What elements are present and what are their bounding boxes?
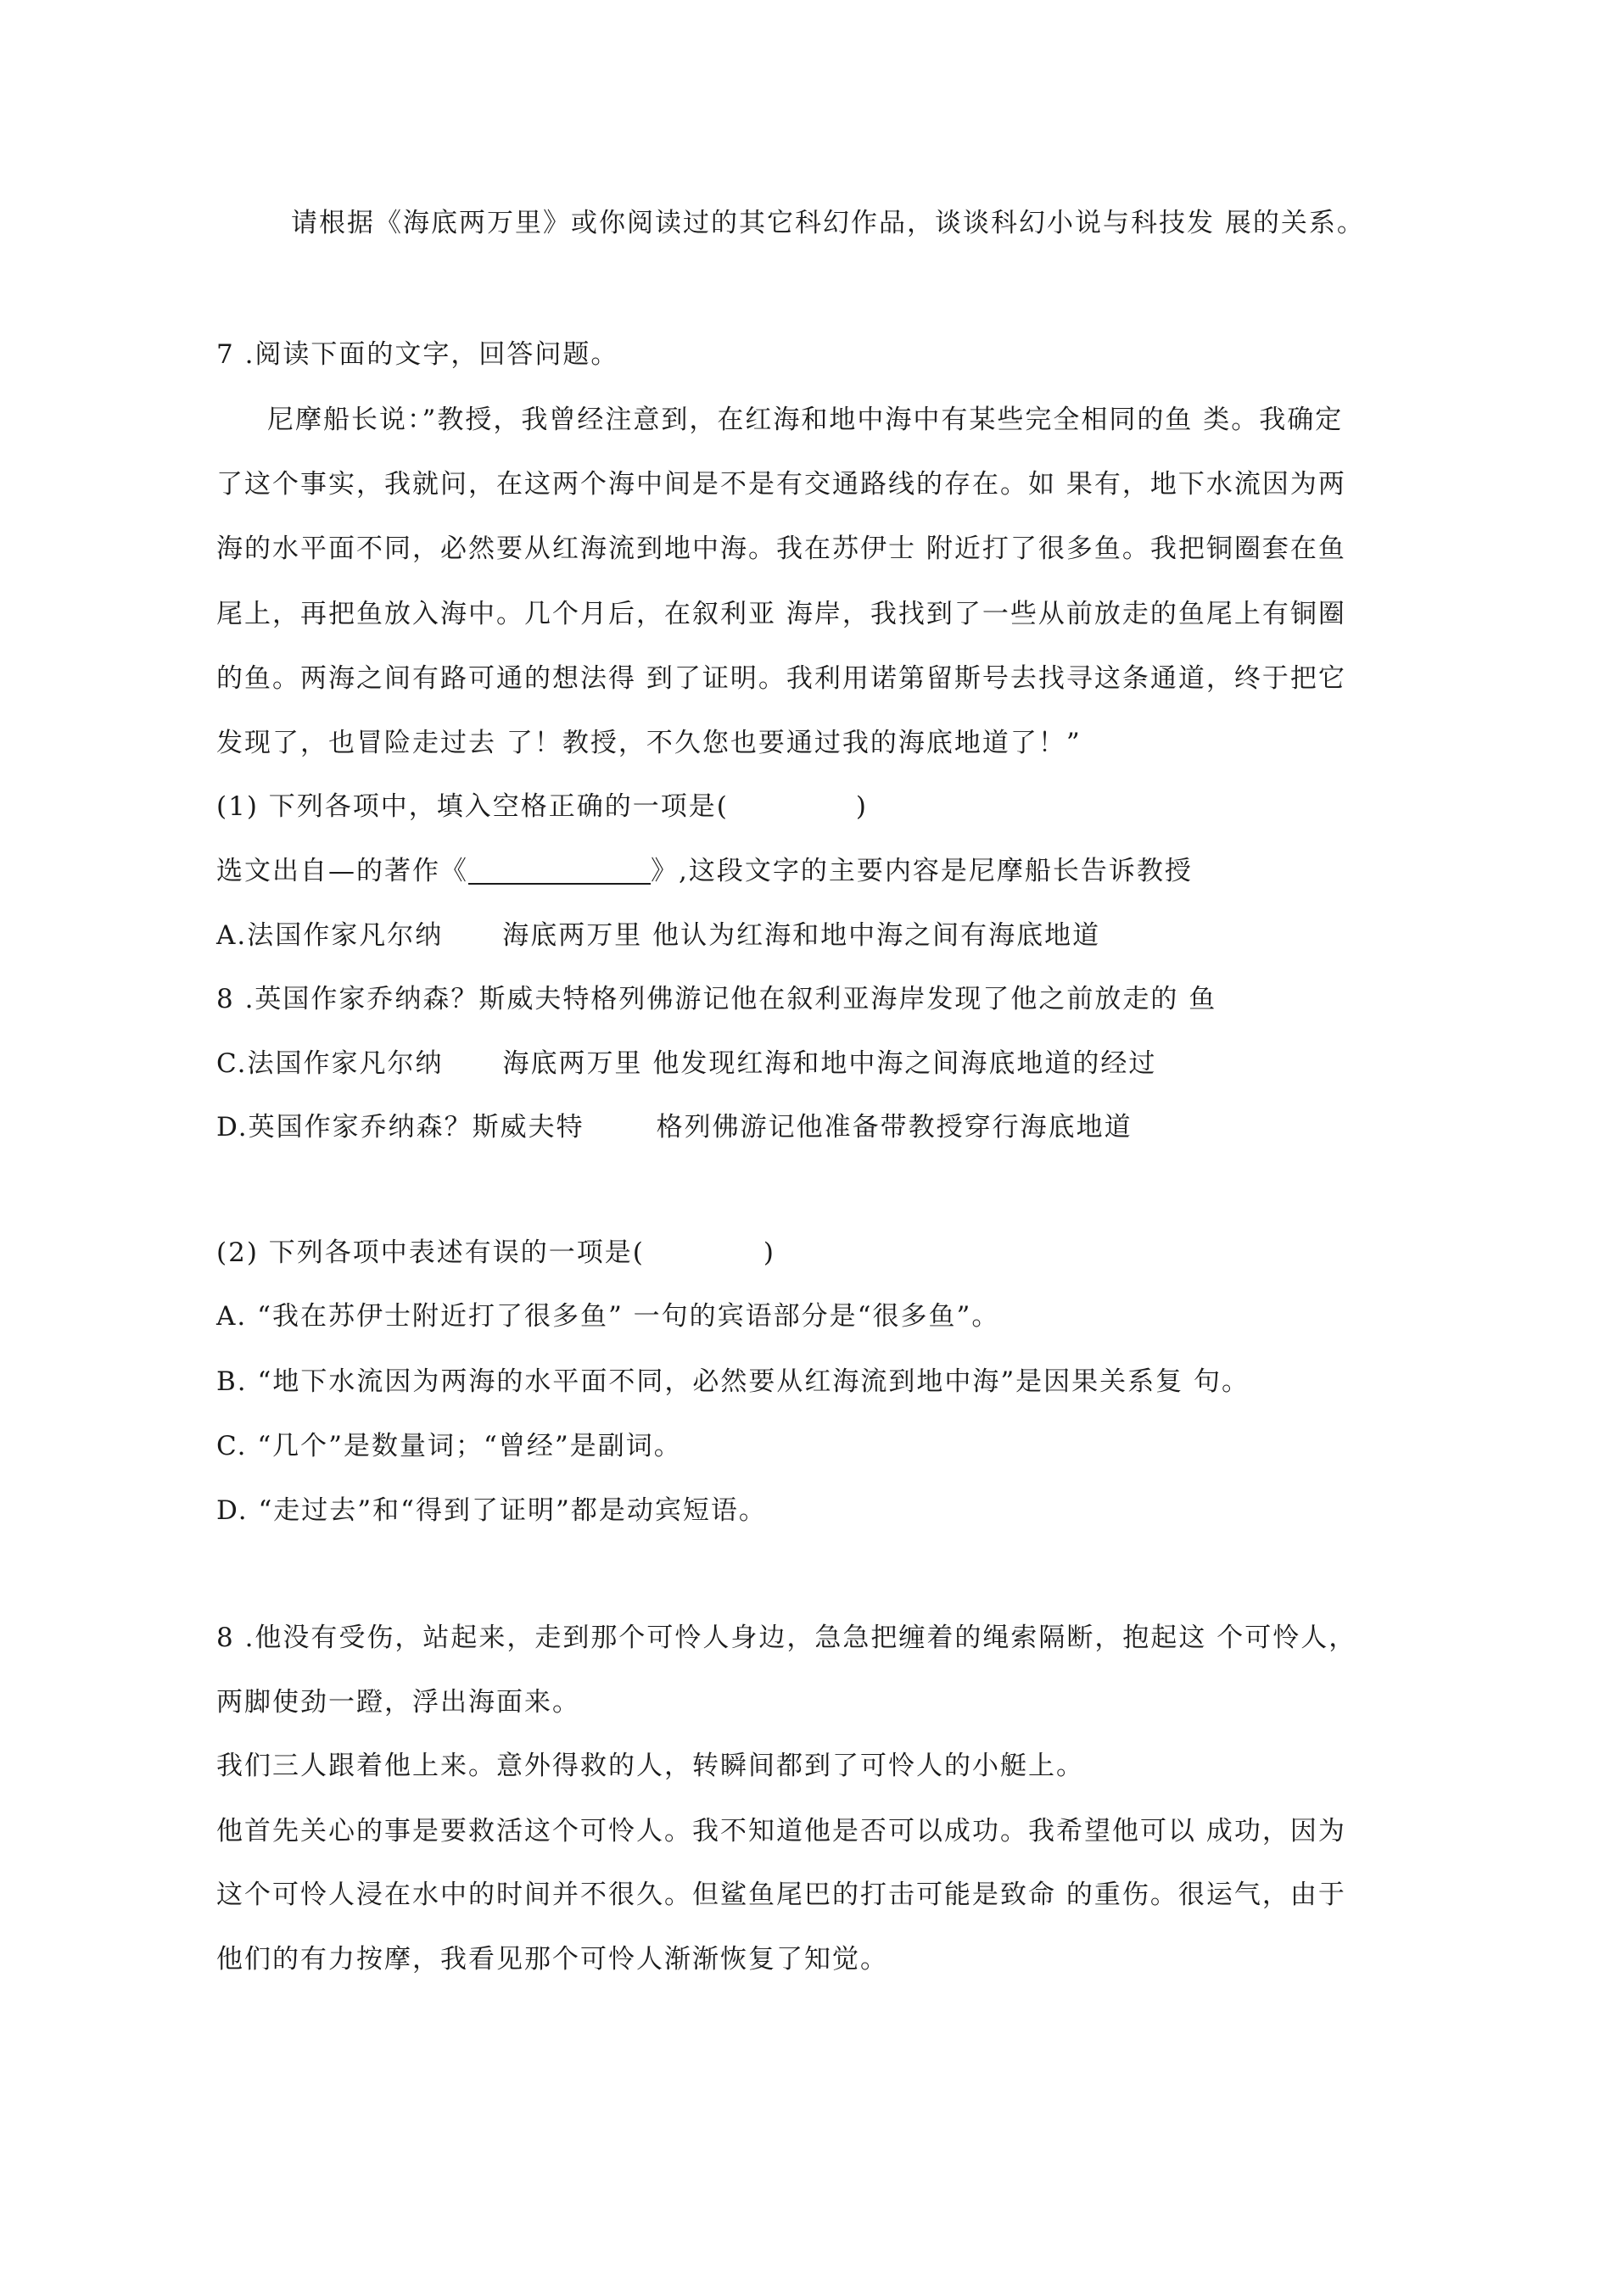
q7-sub1-prompt-right: ) — [855, 791, 868, 822]
q7-passage-line-2: 了这个事实，我就问，在这两个海中间是不是有交通路线的存在。如 果有，地下水流因为两 — [216, 469, 1346, 500]
option-c-author: C.法国作家凡尔纳 — [216, 1048, 444, 1079]
q7-sub1-option-b[interactable] — [216, 982, 1216, 1016]
q7-passage-line-4: 尾上，再把鱼放入海中。几个月后，在叙利亚 海岸，我找到了一些从前放走的鱼尾上有铜圈 — [216, 599, 1346, 629]
q7-sub2-option-a[interactable]: A. “我在苏伊士附近打了很多鱼” 一句的宾语部分是“很多鱼”。 — [216, 1301, 1000, 1332]
option-a-author: A.法国作家凡尔纳 — [216, 920, 444, 951]
q7-sub1-option-c[interactable] — [216, 1047, 1156, 1081]
q8-line-6: 他们的有力按摩，我看见那个可怜人渐渐恢复了知觉。 — [216, 1944, 888, 1975]
option-d-author: D.英国作家乔纳森？斯威夫特 — [216, 1112, 584, 1142]
q7-title: 7 .阅读下面的文字，回答问题。 — [216, 339, 619, 370]
q7-sub2-option-d[interactable]: D. “走过去”和“得到了证明”都是动宾短语。 — [216, 1495, 767, 1526]
q7-sub1-stem — [216, 854, 1193, 888]
option-d-content: 格列佛游记他准备带教授穿行海底地道 — [656, 1112, 1133, 1142]
answer-blank[interactable] — [468, 854, 651, 885]
q7-sub2-option-b[interactable]: B. “地下水流因为两海的水平面不同，必然要从红海流到地中海”是因果关系复 句。 — [216, 1366, 1250, 1397]
q8-line-4: 他首先关心的事是要救活这个可怜人。我不知道他是否可以成功。我希望他可以 成功，因为 — [216, 1816, 1346, 1846]
q7-sub1-stem-right: 》,这段文字的主要内容是尼摩船长告诉教授 — [651, 856, 1193, 886]
q8-line-2: 两脚使劲一蹬，浮出海面来。 — [216, 1687, 580, 1718]
q7-passage-line-5: 的鱼。两海之间有路可通的想法得 到了证明。我利用诺第留斯号去找寻这条通道，终于把它 — [216, 663, 1346, 694]
q7-sub1-prompt-left: (1) 下列各项中，填入空格正确的一项是( — [216, 791, 729, 822]
q7-sub1-stem-left: 选文出自—的著作《 — [216, 856, 468, 886]
q7-passage-line-1: 尼摩船长说：”教授，我曾经注意到，在红海和地中海中有某些完全相同的鱼 类。我确定 — [267, 405, 1344, 435]
q7-sub1-prompt — [216, 790, 868, 824]
q7-passage-line-3: 海的水平面不同，必然要从红海流到地中海。我在苏伊士 附近打了很多鱼。我把铜圈套在鱼 — [216, 533, 1346, 564]
q7-passage-line-6: 发现了，也冒险走过去 了！教授，不久您也要通过我的海底地道了！” — [216, 728, 1082, 758]
option-a-content: 海底两万里 他认为红海和地中海之间有海底地道 — [502, 920, 1101, 951]
option-c-content: 海底两万里 他发现红海和地中海之间海底地道的经过 — [502, 1048, 1157, 1079]
option-b-text: 8 .英国作家乔纳森？斯威夫特格列佛游记他在叙利亚海岸发现了他之前放走的 鱼 — [216, 984, 1217, 1014]
q7-sub2-option-c[interactable]: C. “几个”是数量词；“曾经”是副词。 — [216, 1431, 682, 1461]
q7-sub2-prompt-right: ) — [763, 1237, 775, 1268]
intro-line: 请根据《海底两万里》或你阅读过的其它科幻作品，谈谈科幻小说与科技发 展的关系。 — [291, 208, 1365, 238]
q8-line-1: 8 .他没有受伤，站起来，走到那个可怜人身边，急急把缠着的绳索隔断，抱起这 个可怜人， — [216, 1623, 1357, 1653]
q7-sub2-prompt — [216, 1236, 775, 1270]
q7-sub2-prompt-left: (2) 下列各项中表述有误的一项是( — [216, 1237, 645, 1268]
q7-sub1-option-a[interactable] — [216, 919, 1100, 952]
q8-line-3: 我们三人跟着他上来。意外得救的人，转瞬间都到了可怜人的小艇上。 — [216, 1751, 1084, 1781]
q8-line-5: 这个可怜人浸在水中的时间并不很久。但鲨鱼尾巴的打击可能是致命 的重伤。很运气，由于 — [216, 1880, 1346, 1910]
q7-sub1-option-d[interactable] — [216, 1110, 1133, 1144]
